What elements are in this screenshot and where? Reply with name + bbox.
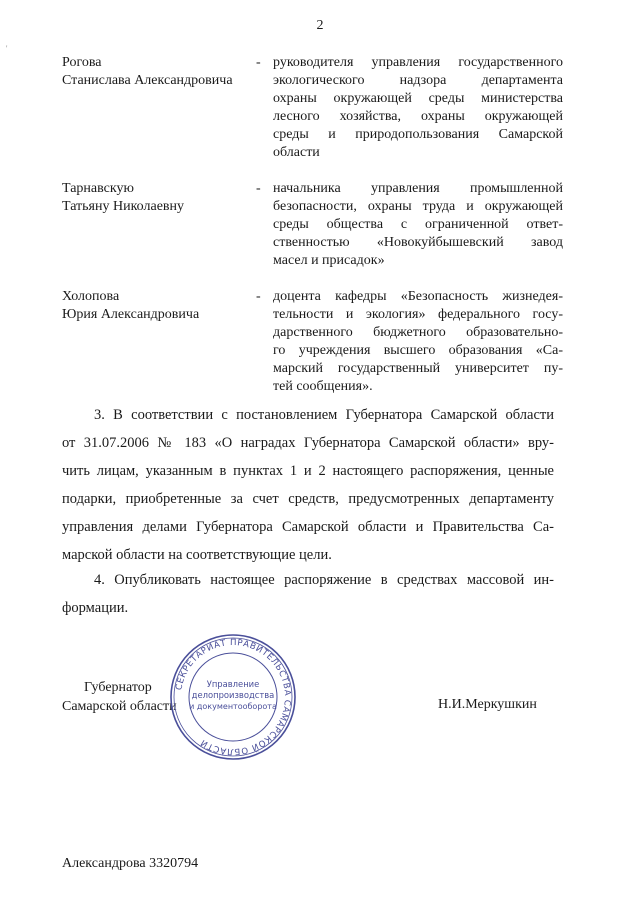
stamp-inner-line: и документооборота — [189, 702, 277, 711]
paragraph-4: 4. Опубликовать настоящее распоряжение в средствах массовой ин- формации. — [62, 572, 554, 616]
dash: - — [256, 289, 261, 304]
person-role: руководителя управления государственного экологического надзора департамента охраны окружающей среды министерства лесного хозяйства, охраны окружающей среды и природопользования Самарской области — [273, 55, 563, 160]
scan-mark: ' — [6, 44, 8, 53]
official-stamp — [168, 632, 298, 762]
stamp-inner-line: Управление — [206, 679, 260, 689]
person-name: Тарнавскую Татьяну Николаевну — [62, 181, 185, 214]
page-number: 2 — [316, 18, 324, 33]
stamp-inner-line: делопроизводства — [191, 690, 275, 700]
signatory-name: Н.И.Меркушкин — [438, 697, 537, 712]
person-role: доцента кафедры «Безопасность жизнедея- тельности и экология» федерального госу- дарственного бюджетного образовательно- го учреждения высшего образования «Са- марский государственный университет пу- тей сообщения». — [273, 289, 563, 394]
person-name: Холопова Юрия Александровича — [62, 289, 200, 322]
stamp-outer-text: СЕКРЕТАРИАТ ПРАВИТЕЛЬСТВА САМАРСКОЙ ОБЛАСТИ — [174, 637, 293, 757]
person-name: Рогова Станислава Александровича — [62, 55, 233, 88]
signatory-title: Губернатор Самарской области — [62, 680, 177, 714]
paragraph-3: 3. В соответствии с постановлением Губернатора Самарской области от 31.07.2006 № 183 «О наградах Губернатора Самарской области» вру- чить лицам, указанным в пунктах 1 и 2 настоящего распоряжения, ценные подарки, приобретенные за счет средств, предусмотренных департаменту управления делами Губернатора Самарской области и Правительства Са- марской области на соответствующие цели. — [62, 407, 554, 563]
executor-contact: Александрова 3320794 — [62, 856, 199, 871]
dash: - — [256, 181, 261, 196]
person-role: начальника управления промышленной безопасности, охраны труда и окружающей среды общества с ограниченной ответ- ственностью «Новокуйбышевский завод масел и присадок» — [273, 181, 563, 268]
dash: - — [256, 55, 261, 70]
